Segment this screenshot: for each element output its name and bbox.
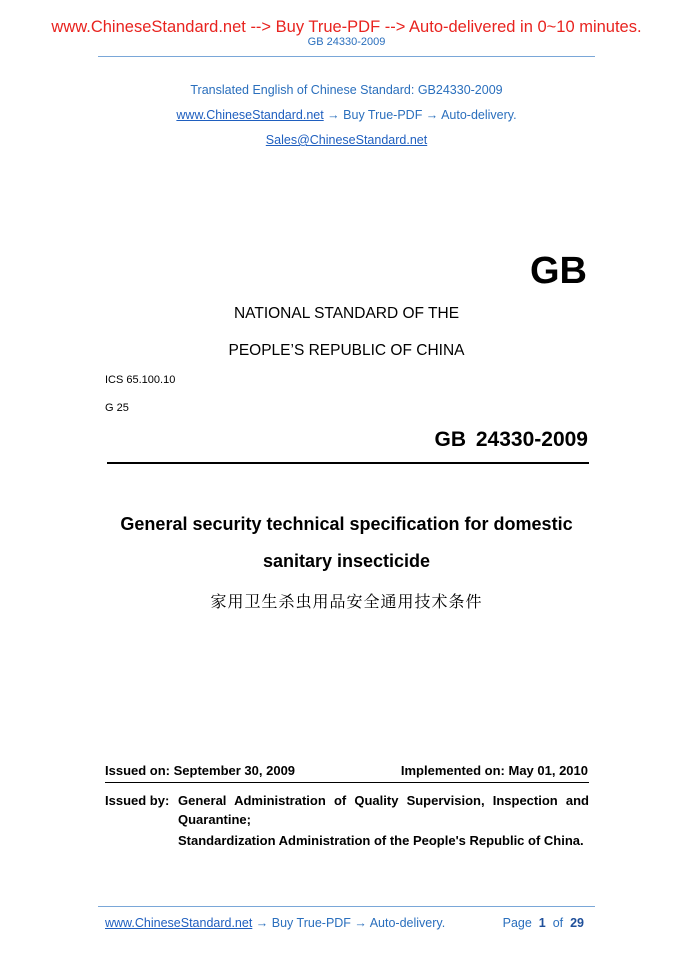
page-total: 29 (570, 916, 584, 930)
header-standard-code: GB 24330-2009 (307, 36, 386, 48)
page-of: of (552, 916, 564, 930)
translation-note: Translated English of Chinese Standard: GB24330-2009 (190, 83, 503, 97)
title-en-line2: sanitary insecticide (262, 551, 431, 571)
standard-number: GB 24330-2009 (434, 428, 588, 451)
date-divider (105, 782, 589, 783)
ccs-code: G 25 (105, 402, 129, 414)
title-cn: 家用卫生杀虫用品安全通用技术条件 (210, 592, 483, 611)
sales-email-link[interactable]: Sales@ChineseStandard.net (265, 133, 428, 147)
page-indicator (503, 916, 584, 930)
issued-on-date: Issued on: September 30, 2009 (105, 763, 296, 778)
gb-logo: GB (530, 250, 587, 292)
footer-purchase-note: → Buy True-PDF → Auto-delivery. (252, 916, 446, 930)
issuer-2: Standardization Administration of the People's Republic of China. (178, 833, 584, 848)
issuer-1: General Administration of Quality Supervision, Inspection and Quarantine; (178, 793, 589, 827)
translation-links (0, 108, 693, 122)
page-current: 1 (538, 916, 546, 930)
national-standard-line2: PEOPLE’S REPUBLIC OF CHINA (228, 342, 465, 359)
ics-code: ICS 65.100.10 (105, 374, 176, 386)
header-divider (98, 56, 595, 57)
title-divider (107, 462, 589, 464)
footer-divider (98, 906, 595, 907)
footer-site-link[interactable]: www.ChineseStandard.net (105, 916, 253, 930)
purchase-note: → Buy True-PDF → Auto-delivery. (323, 108, 517, 122)
national-standard-line1: NATIONAL STANDARD OF THE (233, 305, 460, 322)
top-banner[interactable]: www.ChineseStandard.net --> Buy True-PDF --> Auto-delivered in 0~10 minutes. (51, 18, 642, 36)
site-link[interactable]: www.ChineseStandard.net (176, 108, 324, 122)
page-label: Page (502, 916, 532, 930)
email-line (0, 133, 693, 147)
issued-by-label: Issued by: (105, 793, 170, 808)
implemented-on-date: Implemented on: May 01, 2010 (400, 763, 588, 778)
footer-links (105, 916, 445, 930)
title-en-line1: General security technical specification for domestic (120, 514, 573, 534)
